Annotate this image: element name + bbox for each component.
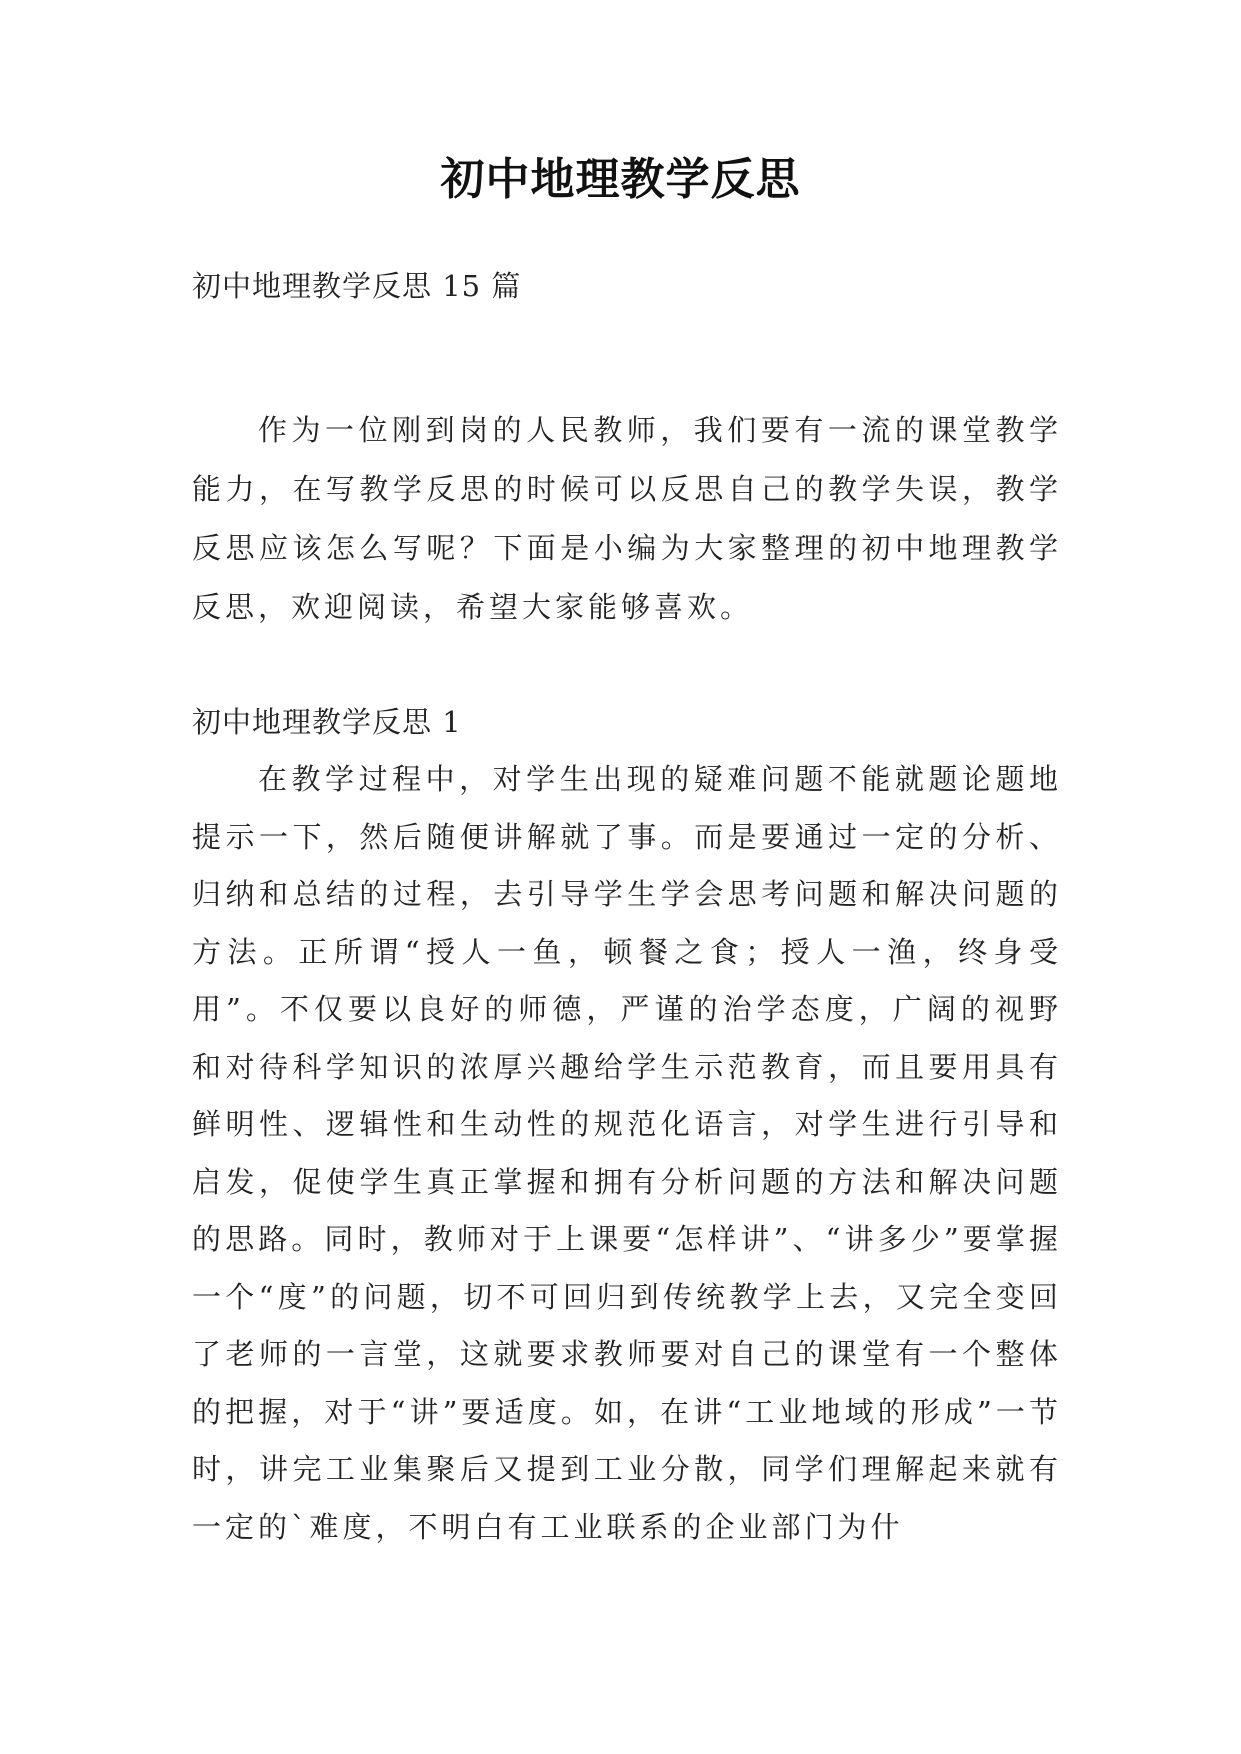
section-heading: 初中地理教学反思 1: [192, 705, 462, 739]
document-subtitle: 初中地理教学反思 15 篇: [192, 269, 522, 303]
document-title: 初中地理教学反思: [440, 154, 801, 205]
intro-paragraph: 作为一位刚到岗的人民教师，我们要有一流的课堂教学能力，在写教学反思的时候可以反思自己的教学失误，教学反思应该怎么写呢？下面是小编为大家整理的初中地理教学反思，欢迎阅读，希望大家能够喜欢。: [192, 413, 1062, 624]
section-body-paragraph: 在教学过程中，对学生出现的疑难问题不能就题论题地提示一下，然后随便讲解就了事。而是要通过一定的分析、归纳和总结的过程，去引导学生学会思考问题和解决问题的方法。正所谓“授人一鱼，顿餐之食；授人一渔，终身受用”。不仅要以良好的师德，严谨的治学态度，广阔的视野和对待科学知识的浓厚兴趣给学生示范教育，而且要用具有鲜明性、逻辑性和生动性的规范化语言，对学生进行引导和启发，促使学生真正掌握和拥有分析问题的方法和解决问题的思路。同时，教师对于上课要“怎样讲”、“讲多少”要掌握一个“度”的问题，切不可回归到传统教学上去，又完全变回了老师的一言堂，这就要求教师要对自己的课堂有一个整体的把握，对于“讲”要适度。如，在讲“工业地域的形成”一节时，讲完工业集聚后又提到工业分散，同学们理解起来就有一定的`难度，不明白有工业联系的企业部门为什: [192, 762, 1062, 1544]
